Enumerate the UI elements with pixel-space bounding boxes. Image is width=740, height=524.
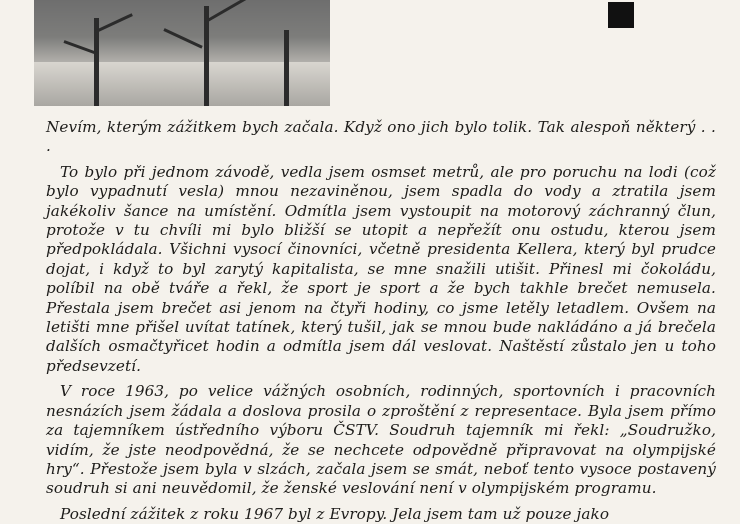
tree-branch bbox=[63, 40, 96, 54]
snowy-trees-photo bbox=[34, 0, 330, 106]
tree-branch bbox=[163, 28, 202, 48]
paragraph-last-cut: Poslední zážitek z roku 1967 byl z Evropy. Jela jsem tam už pouze jako bbox=[60, 504, 610, 523]
tree-branch bbox=[205, 0, 250, 23]
paragraph-intro: Nevím, kterým zážitkem bych začala. Když ono jich bylo tolik. Tak alespoň některý . . . bbox=[46, 118, 716, 156]
paragraph-1963: V roce 1963, po velice vážných osobních, rodinných, sportovních i pracovních nesnázích jsem žádala a doslova prosila o zproštění z representace. Byla jsem přímo za tajemníkem ústředního výboru ČSTV. Soudruh tajemník mi řekl: „Soudružko, vidím, že jste neodpovědná, že se nechcete odpovědně připravovat na olympijské hry“. Přestože jsem byla v slzách, začala jsem se smát, neboť tento vysoce postavený soudruh si ani neuvědomil, že ženské veslování není v olympijském programu. bbox=[46, 382, 716, 498]
tree-trunk bbox=[284, 30, 289, 106]
tree-branch bbox=[95, 13, 133, 33]
article-text bbox=[46, 118, 716, 524]
paragraph-race: To bylo při jednom závodě, vedla jsem osmset metrů, ale pro poruchu na lodi (což bylo vypadnutí vesla) mnou nezaviněnou, jsem spadla do vody a ztratila jsem jakékoliv šance na umístění. Odmítla jsem vystoupit na motorový záchranný člun, protože v tu chvíli mi bylo bližší se utopit a nepřežít onu ostudu, kterou jsem předpokládala. Všichni vysocí činovníci, včetně presidenta Kellera, který byl prudce dojat, i když to byl zarytý kapitalista, se mne snažili utišit. Přinesl mi čokoládu, políbil na obě tváře a řekl, že sport je sport a že bych takhle brečet nemusela. Přestala jsem brečet asi jenom na čtyři hodiny, co jsme letěly letadlem. Ovšem na letišti mne přišel uvítat tatínek, který tušil, jak se mnou bude nakládáno a já brečela dalších osmačtyřicet hodin a odmítla jsem dál veslovat. Naštěstí zůstalo jen u toho předsevzetí. bbox=[46, 162, 716, 375]
black-square-mark bbox=[608, 2, 634, 28]
